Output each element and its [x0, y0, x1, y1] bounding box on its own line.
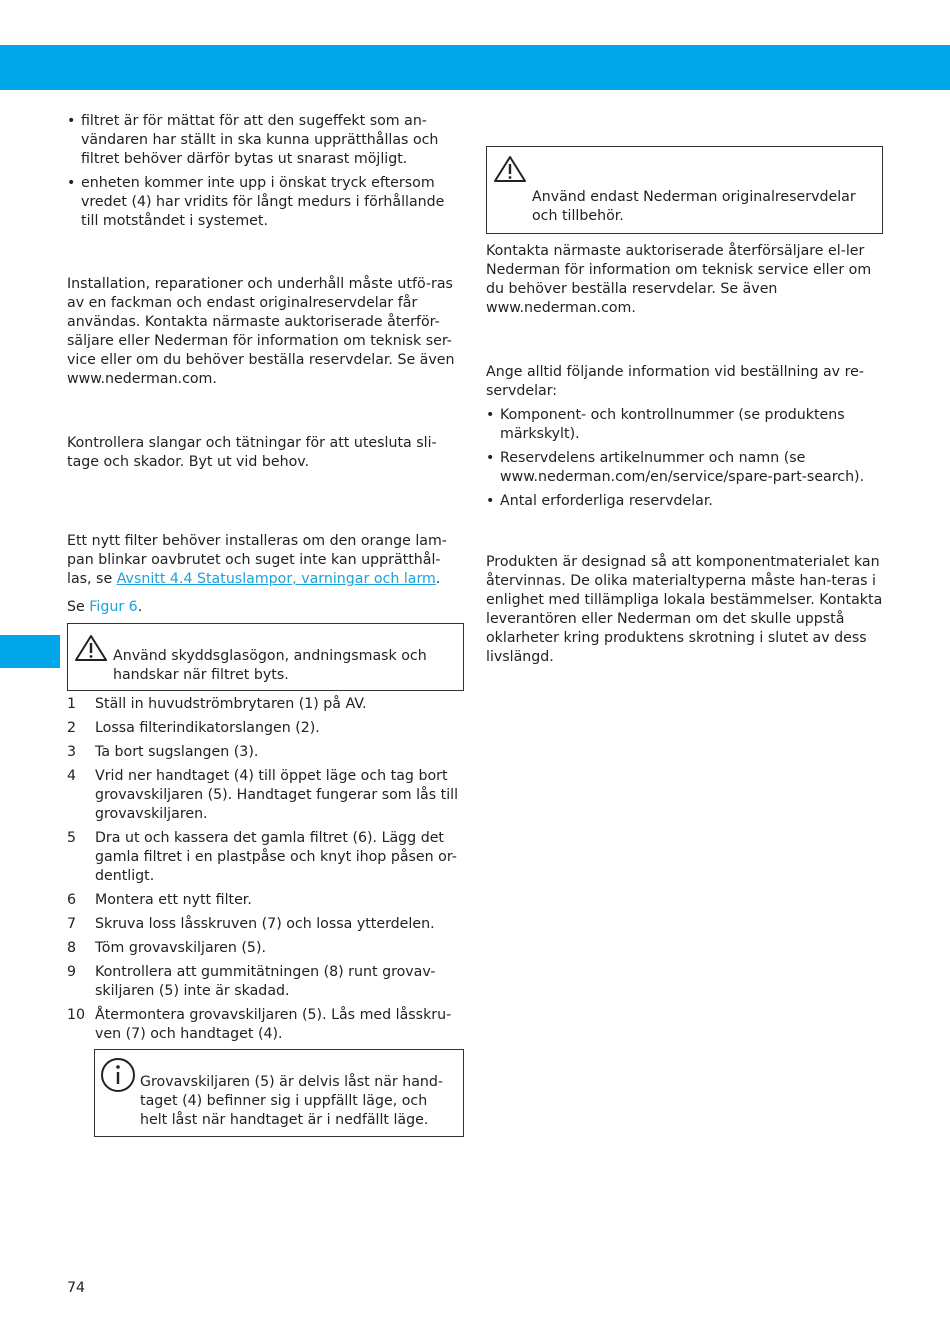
recycling-paragraph: Produkten är designad så att komponentmaterialet kan återvinnas. De olika materialtyperna måste han-teras i enlighet med tillämpliga lokala bestämmelser. Kontakta leverantören eller Nederman om det skulle uppstå oklarheter kring produktens skrotning i slutet av dess livslängd.: [486, 554, 883, 665]
info-icon: [100, 1057, 136, 1093]
right-column: [486, 112, 883, 667]
order-info-list: [486, 406, 883, 511]
header-bar: [0, 45, 950, 90]
list-item: • Reservdelens artikelnummer och namn (se www.nederman.com/en/service/spare-part-search).: [486, 449, 883, 487]
step-item: 4 Vrid ner handtaget (4) till öppet läge och tag bort grovavskiljaren (5). Handtaget fungerar som lås till grovavskiljaren.: [67, 768, 459, 822]
reasons-list: [67, 112, 465, 231]
warning-text: Använd endast Nederman originalreservdelar och tillbehör.: [532, 189, 856, 224]
info-box: [94, 1049, 464, 1137]
step-item: 7 Skruva loss låsskruven (7) och lossa ytterdelen.: [67, 916, 435, 932]
section-tab: [0, 635, 60, 668]
order-paragraph: Ange alltid följande information vid beställning av re-servdelar:: [486, 364, 864, 399]
step-item: 5 Dra ut och kassera det gamla filtret (6). Lägg det gamla filtret i en plastpåse och knyt ihop påsen or-dentligt.: [67, 830, 457, 884]
info-text: Grovavskiljaren (5) är delvis låst när hand-taget (4) befinner sig i uppfällt läge, och helt låst när handtaget är i nedfällt läge.: [140, 1074, 444, 1128]
step-item: 10 Återmontera grovavskiljaren (5). Lås med låsskru-ven (7) och handtaget (4).: [67, 1007, 452, 1042]
see-figure-paragraph: Se Figur 6.: [67, 599, 143, 615]
service-paragraph: Installation, reparationer och underhåll måste utfö-ras av en fackman och endast originalreservdelar får användas. Kontakta närmaste auktoriserade återför-säljare eller Nederman för information om teknisk ser-vice eller om du behöver beställa reservdelar. Se även www.nederman.com.: [67, 276, 455, 387]
step-item: 1 Ställ in huvudströmbrytaren (1) på AV.: [67, 696, 367, 712]
page-number: 74: [67, 1280, 86, 1296]
step-item: 9 Kontrollera att gummitätningen (8) runt grovav-skiljaren (5) inte är skadad.: [67, 964, 436, 999]
step-item: 8 Töm grovavskiljaren (5).: [67, 940, 266, 956]
figure-6-link[interactable]: Figur 6: [89, 599, 138, 615]
list-item: • Komponent- och kontrollnummer (se produktens märkskylt).: [486, 406, 883, 444]
filter-paragraph: Ett nytt filter behöver installeras om den orange lam-pan blinkar oavbrutet och suget inte kan upprätthål-las, se Avsnitt 4.4 Statuslampor, varningar och larm.: [67, 533, 447, 587]
warning-icon: [74, 634, 108, 662]
list-item: • filtret är för mättat för att den sugeffekt som an-vändaren har ställt in ska kunna upprätthållas och filtret behöver därför bytas ut snarast möjligt.: [67, 112, 465, 169]
warning-icon: [493, 155, 527, 183]
step-item: 6 Montera ett nytt filter.: [67, 892, 252, 908]
warning-box-filter: [67, 623, 464, 691]
steps-list: [67, 695, 465, 1044]
list-item: • Antal erforderliga reservdelar.: [486, 492, 883, 511]
list-item: • enheten kommer inte upp i önskat tryck eftersom vredet (4) har vridits för långt medurs i förhållande till motståndet i systemet.: [67, 174, 465, 231]
status-lamps-link[interactable]: Avsnitt 4.4 Statuslampor, varningar och larm: [116, 571, 436, 587]
warning-text: Använd skyddsglasögon, andningsmask och handskar när filtret byts.: [113, 648, 427, 683]
hoses-paragraph: Kontrollera slangar och tätningar för att utesluta sli-tage och skador. Byt ut vid behov.: [67, 435, 437, 470]
left-column: [67, 112, 465, 1137]
step-item: 3 Ta bort sugslangen (3).: [67, 744, 259, 760]
step-item: 2 Lossa filterindikatorslangen (2).: [67, 720, 320, 736]
contact-paragraph: Kontakta närmaste auktoriserade återförsäljare el-ler Nederman för information om teknisk service eller om du behöver beställa reservdelar. Se även www.nederman.com.: [486, 243, 872, 316]
warning-box-parts: [486, 146, 883, 234]
